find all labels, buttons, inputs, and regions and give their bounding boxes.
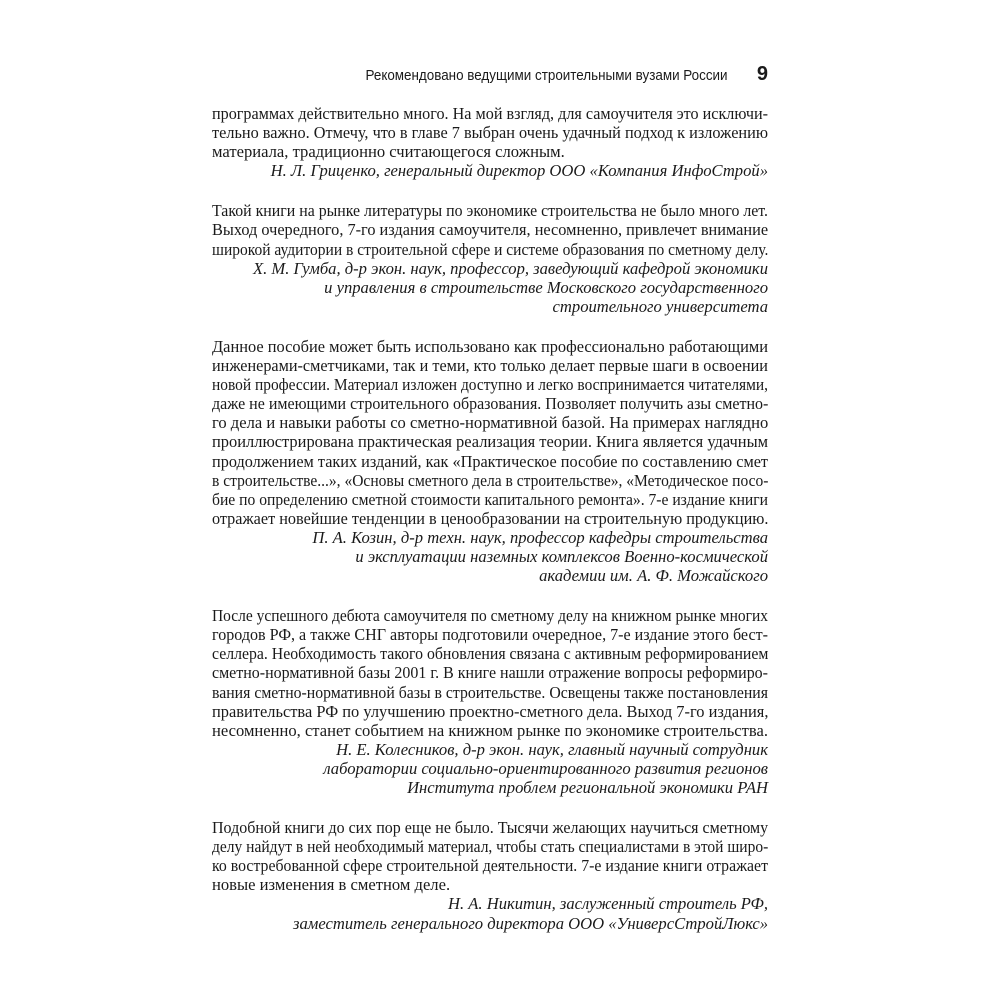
text-line: Такой книги на рынке литературы по экономике строительства не было много лет. [212,201,768,221]
text-line: сметно-нормативной базы 2001 г. В книге нашли отражение вопросы реформиро- [212,663,768,683]
text-line: новой профессии. Материал изложен доступно и легко воспринимается читателями, [212,375,769,395]
text-line: продолжением таких изданий, как «Практическое пособие по составлению смет [212,451,769,471]
text-line: ко востребованной сфере строительной деятельности. 7-е издание книги отражает [212,856,769,876]
review-text [212,818,768,894]
text-line: несомненно, станет событием на книжном рынке по экономике строительства. [212,720,768,740]
signature-line: Института проблем региональной экономики РАН [407,778,768,797]
running-header [212,63,768,90]
text-line: вания сметно-нормативной базы в строительстве. Освещены также постановления [212,682,768,702]
text-line: После успешного дебюта самоучителя по сметному делу на книжном рынке многих [212,606,769,626]
text-line: программах действительно много. На мой взгляд, для самоучителя это исключи- [212,104,768,123]
review-signature [212,161,768,180]
signature-line: Н. А. Никитин, заслуженный строитель РФ, [448,894,768,914]
signature-line: заместитель генерального директора ООО «УниверсСтройЛюкс» [292,913,768,933]
page-body [212,104,768,954]
text-line: проиллюстрирована практическая реализация теории. Книга является удачным [212,432,769,452]
review-text [212,201,768,258]
review-signature [212,259,768,316]
text-line: широкой аудитории в строительной сфере и системе образования по сметному делу. [212,239,769,259]
review-block [212,606,768,797]
signature-line: лаборатории социально-ориентированного развития регионов [323,758,768,778]
review-block [212,337,768,585]
review-block [212,201,768,316]
review-block [212,818,768,933]
text-line: правительства РФ по улучшению проектно-сметного дела. Выход 7-го издания, [212,701,769,721]
signature-line: Н. Е. Колесников, д-р экон. наук, главный научный сотрудник [336,739,768,759]
review-text [212,606,768,740]
signature-line: П. А. Козин, д-р техн. наук, профессор кафедры строительства [312,527,768,547]
review-block [212,104,768,180]
review-signature [212,894,768,932]
review-signature [212,528,768,585]
text-line: Подобной книги до сих пор еще не было. Тысячи желающих научиться сметному [212,818,769,838]
text-line: селлера. Необходимость такого обновления связана с активным реформированием [212,644,769,664]
signature-line: и эксплуатации наземных комплексов Военно-космической [355,546,768,566]
signature-line: Н. Л. Гриценко, генеральный директор ООО «Компания ИнфоСтрой» [270,161,768,181]
running-header-title: Рекомендовано ведущими строительными вузами России [365,68,728,84]
signature-line: и управления в строительстве Московского государственного [324,277,768,297]
text-line: Выход очередного, 7-го издания самоучителя, несомненно, привлечет внимание [212,220,769,240]
text-line: даже не имеющими строительного образования. Позволяет получить азы сметно- [212,394,769,414]
text-line: Данное пособие может быть использовано как профессионально работающими [212,336,769,356]
review-signature [212,740,768,797]
signature-line: строительного университета [552,296,768,316]
text-line: делу найдут в ней необходимый материал, чтобы стать специалистами в этой широ- [212,837,769,857]
text-line: новые изменения в сметном деле. [212,875,451,895]
text-line: в строительстве...», «Основы сметного дела в строительстве», «Методическое посо- [212,470,769,490]
text-line: го дела и навыки работы со сметно-нормативной базой. На примерах наглядно [212,413,769,433]
text-line: городов РФ, а также СНГ авторы подготовили очередное, 7-е издание этого бест- [212,625,768,645]
text-line: материала, традиционно считающегося сложным. [212,142,565,162]
text-line: инженерами-сметчиками, так и теми, кто только делает первые шаги в освоении [212,356,768,376]
review-text [212,337,768,528]
text-line: тельно важно. Отмечу, что в главе 7 выбран очень удачный подход к изложению [212,123,769,143]
signature-line: академии им. А. Ф. Можайского [539,566,768,586]
signature-line: Х. М. Гумба, д-р экон. наук, профессор, заведующий кафедрой экономики [253,258,768,278]
text-line: бие по определению сметной стоимости капитального ремонта». 7-е издание книги [212,489,769,509]
page-number: 9 [756,63,768,85]
text-line: отражает новейшие тенденции в ценообразовании на строительную продукцию. [212,508,769,528]
review-text [212,104,768,161]
